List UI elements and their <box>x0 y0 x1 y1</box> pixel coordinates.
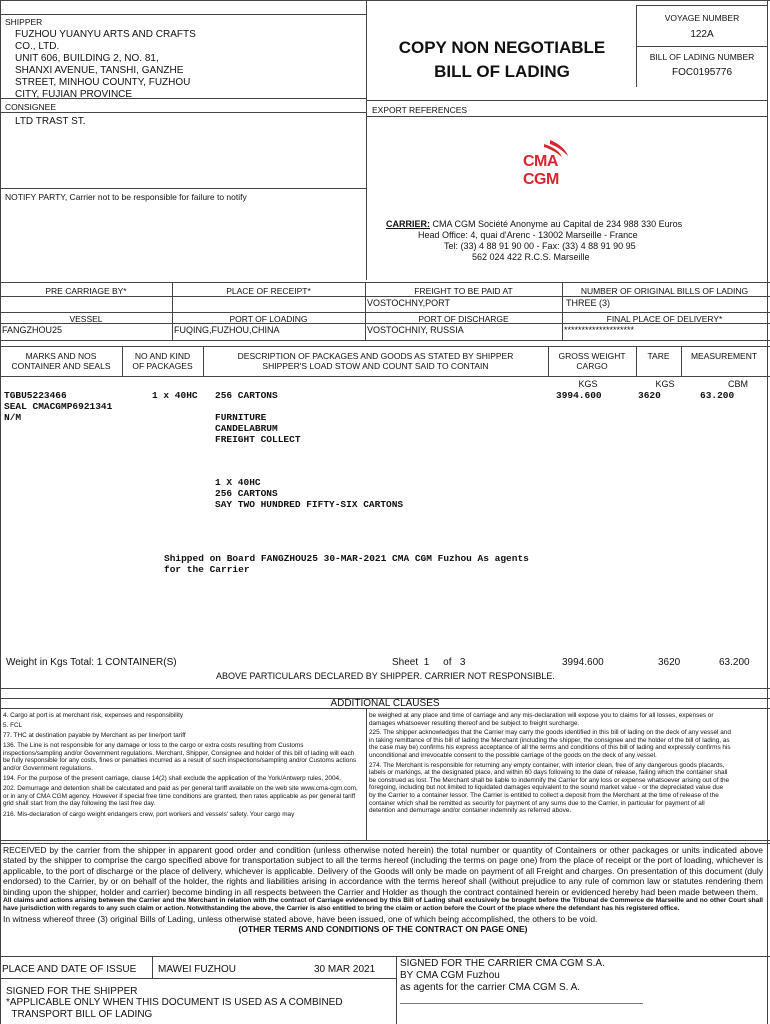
shipper-line: SHANXI AVENUE, TANSHI, GANZHE <box>15 65 184 76</box>
clause: 216. Mis-declaration of cargo weight endangers crew, port workers and vessels' safety. Your cargo may <box>3 810 295 818</box>
signed-for-carrier: SIGNED FOR THE CARRIER CMA CGM S.A. <box>400 958 605 969</box>
voyage-value: 122A <box>690 29 714 40</box>
clause: 5. FCL <box>3 722 23 730</box>
vessel-value: FANGZHOU25 <box>2 325 63 335</box>
clause: be weighed at any place and time of carriage and any mis-declaration will expose you to claims for all losses, expenses or damages whatsoever resulting thereof and be subject to freight surcharge. <box>369 712 714 727</box>
bl-number-value: FOC0195776 <box>671 67 733 78</box>
clauses-left-column <box>3 712 363 821</box>
place-of-receipt-label: PLACE OF RECEIPT* <box>226 286 311 296</box>
freight-payable-value: VOSTOCHNY,PORT <box>367 298 451 308</box>
additional-clauses-title: ADDITIONAL CLAUSES <box>330 698 440 709</box>
shipper-line: CITY, FUJIAN PROVINCE <box>15 89 133 100</box>
goods-description: 256 CARTONS FURNITURE CANDELABRUM FREIGHT COLLECT <box>215 390 301 445</box>
clause: 194. For the purpose of the present carriage, clause 14(2) shall exclude the application of the York/Antwerp rules, 2004. <box>3 775 341 783</box>
final-delivery-label: FINAL PLACE OF DELIVERY* <box>606 314 723 324</box>
carrier-block <box>386 219 756 263</box>
clause: 274. The Merchant is responsible for returning any empty container, with interior clean, free of any dangerous goods placards, labels or markings, at the designated place, and within 60 days following to the date of release, failing which the container shall be construed as lost. The Merchant shall be liable to indemnify the Carrier for any loss or expense whatsoever arising out of the foregoing, including but not limited to liquidated damages equivalent to the sound market value - or the depreciated value due by the Carrier to a container lessor. The Carrier is entitled to collect a deposit from the Merchant at the time of release of the container which shall be remitted as security for payment of any sums due to the Carrier, in particular for payment of all detention and demurrage and/or container indemnity as referred above. <box>369 761 730 815</box>
shipper-line: STREET, MINHOU COUNTY, FUZHOU <box>15 77 191 88</box>
shipper-line: UNIT 606, BUILDING 2, NO. 81, <box>15 53 159 64</box>
carrier-line-4: 562 024 422 R.C.S. Marseille <box>472 252 590 262</box>
measurement-value: 63.200 <box>700 390 735 401</box>
port-of-discharge-value: VOSTOCHNIY, RUSSIA <box>367 325 464 335</box>
signed-by-agent: BY CMA CGM Fuzhou <box>400 970 500 981</box>
title-line-2: BILL OF LADING <box>434 62 570 81</box>
clause: 4. Cargo at port is at merchant risk, expenses and responsibility <box>3 712 184 719</box>
tare-value: 3620 <box>638 390 661 401</box>
port-of-discharge-label: PORT OF DISCHARGE <box>418 314 509 324</box>
marks-header: MARKS AND NOS CONTAINER AND SEALS <box>11 351 111 371</box>
shipper-label: SHIPPER <box>5 17 43 27</box>
other-terms-note: (OTHER TERMS AND CONDITIONS OF THE CONTRACT ON PAGE ONE) <box>238 924 528 935</box>
document-title <box>368 36 636 84</box>
claims-jurisdiction: All claims and actions arising between the Carrier and the Merchant in relation with the contract of Carriage evidenced by this Bill of Lading shall exclusively be brought before the Tribunal de Commerce de Marseille and no other Court shall have jurisdiction with regards to any such claim or action. Notwithstanding the above, the Carrier is also entitled to bring the claim or action before the Court of the place where the defendant has his registered office. <box>3 897 763 913</box>
declared-by-shipper: ABOVE PARTICULARS DECLARED BY SHIPPER. CARRIER NOT RESPONSIBLE. <box>216 671 555 681</box>
logo-text: CMA CGM <box>523 153 559 188</box>
total-gross-weight: 3994.600 <box>562 657 604 668</box>
gross-unit: KGS <box>578 379 598 389</box>
export-references-label: EXPORT REFERENCES <box>372 105 468 115</box>
place-of-issue-value: MAWEI FUZHOU <box>158 964 236 975</box>
sheet-count: Sheet 1 of 3 <box>392 657 466 668</box>
clauses-right-column <box>369 712 731 817</box>
witness-statement: In witness whereof three (3) original Bills of Lading, unless otherwise stated above, have been issued, one of which being accomplished, the others to be void. <box>3 913 598 924</box>
shipper-line: FUZHOU YUANYU ARTS AND CRAFTS <box>15 29 196 40</box>
notify-party-label: NOTIFY PARTY, Carrier not to be responsible for failure to notify <box>5 192 247 202</box>
voyage-label: VOYAGE NUMBER <box>664 13 740 23</box>
packages-kind: 1 x 40HC <box>152 390 198 401</box>
container-marks: TGBU5223466 SEAL CMACGMP6921341 N/M <box>4 390 113 423</box>
weight-total-label: Weight in Kgs Total: 1 CONTAINER(S) <box>6 657 177 668</box>
carrier-label: CARRIER: <box>386 219 430 229</box>
gross-weight-value: 3994.600 <box>556 390 602 401</box>
original-bills-value: THREE (3) <box>566 298 611 308</box>
shipper-line: CO., LTD. <box>15 41 60 52</box>
place-date-issue-label: PLACE AND DATE OF ISSUE <box>2 964 137 975</box>
clause: 136. The Line is not responsible for any damage or loss to the cargo or extra costs resulting from Customs inspections/sampling and/or Government regulations. Merchant, Shipper, Consignee and holder of this bill of lading will each be fully responsible for any costs, fines or penalties incurred as a result of such inspections/sampling and/or Customs actions and/or Government regulations. <box>3 742 357 773</box>
freight-payable-label: FREIGHT TO BE PAID AT <box>414 286 513 296</box>
shipper-address <box>15 29 355 101</box>
total-tare: 3620 <box>658 657 681 668</box>
clause: 77. THC at destination payable by Merchant as per line/port tariff <box>3 732 186 740</box>
tare-unit: KGS <box>655 379 675 389</box>
signature-line <box>400 1003 643 1004</box>
vessel-label: VESSEL <box>69 314 103 324</box>
received-terms: RECEIVED by the carrier from the shipper in apparent good order and condition (unless otherwise noted herein) the total number or quantity of Containers or other packages or units indicated above stated by the shipper to comprise the cargo specified above for transportation subject to all the terms hereof (including the terms on page one) from the place of receipt or the port of loading, whichever is applicable, to the port of discharge or the place of delivery, whichever is applicable. Delivery of the Goods will only be made on payment of all Freight and charges. On presentation of this document (duly endorsed) to the Carrier, by or on behalf of the holder, the rights and liabilities arising in accordance with the terms hereof shall (without prejudice to any rule of common law or statutes rendering them binding upon the shipper, holder and carrier) become binding in all respects between the Carrier and Holder as though the contract contained herein or evidenced hereby had been made between them. <box>3 845 763 897</box>
title-line-1: COPY NON NEGOTIABLE <box>398 38 606 57</box>
shipped-on-board: Shipped on Board FANGZHOU25 30-MAR-2021 CMA CGM Fuzhou As agents for the Carrier <box>164 553 529 575</box>
measurement-header: MEASUREMENT <box>690 351 758 361</box>
cma-cgm-logo <box>520 138 590 188</box>
packages-header: NO AND KIND OF PACKAGES <box>132 351 193 371</box>
final-delivery-value: ******************** <box>564 325 635 335</box>
port-of-loading-label: PORT OF LOADING <box>229 314 308 324</box>
goods-summary: 1 X 40HC 256 CARTONS SAY TWO HUNDRED FIFTY-SIX CARTONS <box>215 477 404 510</box>
date-of-issue-value: 30 MAR 2021 <box>314 964 376 975</box>
tare-header: TARE <box>647 351 670 361</box>
consignee-label: CONSIGNEE <box>5 102 57 112</box>
consignee-value: LTD TRAST ST. <box>15 116 86 127</box>
total-measurement: 63.200 <box>719 657 750 668</box>
pre-carriage-label: PRE CARRIAGE BY* <box>45 286 127 296</box>
bl-number-label: BILL OF LADING NUMBER <box>649 52 755 62</box>
measure-unit: CBM <box>728 379 748 389</box>
agents-for-carrier: as agents for the carrier CMA CGM S. A. <box>400 982 581 993</box>
combined-transport-note: *APPLICABLE ONLY WHEN THIS DOCUMENT IS USED AS A COMBINED TRANSPORT BILL OF LADING <box>6 997 343 1020</box>
carrier-line-2: Head Office: 4, quai d'Arenc - 13002 Marseille - France <box>418 230 638 240</box>
carrier-line-1: CMA CGM Société Anonyme au Capital de 234 988 330 Euros <box>432 219 683 229</box>
terms-block <box>3 845 763 935</box>
carrier-line-3: Tel: (33) 4 88 91 90 00 - Fax: (33) 4 88 91 90 95 <box>444 241 636 251</box>
clause: 202. Demurrage and detention shall be calculated and paid as per general tariff available on the web site www.cma-cgm.com, or in any of CMA CGM agency. However if special free time conditions are granted, then rates applicable as per general tariff grid shall start from the day following the last free day. <box>3 785 358 808</box>
original-bills-label: NUMBER OF ORIGINAL BILLS OF LADING <box>580 286 749 296</box>
clause: 225. The shipper acknowledges that the Carrier may carry the goods identified in this bill of lading on the deck of any vessel and in taking remittance of this bill of lading the Merchant (including the shipper, the consignee and the holder of the bill of lading, as the case may be) confirms his express acceptance of all the terms and conditions of this bill of lading and expressly confirms his unconditional and irrevocable consent to the possible carriage of the goods on the deck of any vessel. <box>369 729 731 759</box>
signed-for-shipper: SIGNED FOR THE SHIPPER <box>6 986 138 997</box>
description-header: DESCRIPTION OF PACKAGES AND GOODS AS STATED BY SHIPPER SHIPPER'S LOAD STOW AND COUNT SAID TO CONTAIN <box>237 351 514 371</box>
gross-weight-header: GROSS WEIGHT CARGO <box>558 351 626 371</box>
port-of-loading-value: FUQING,FUZHOU,CHINA <box>174 325 280 335</box>
